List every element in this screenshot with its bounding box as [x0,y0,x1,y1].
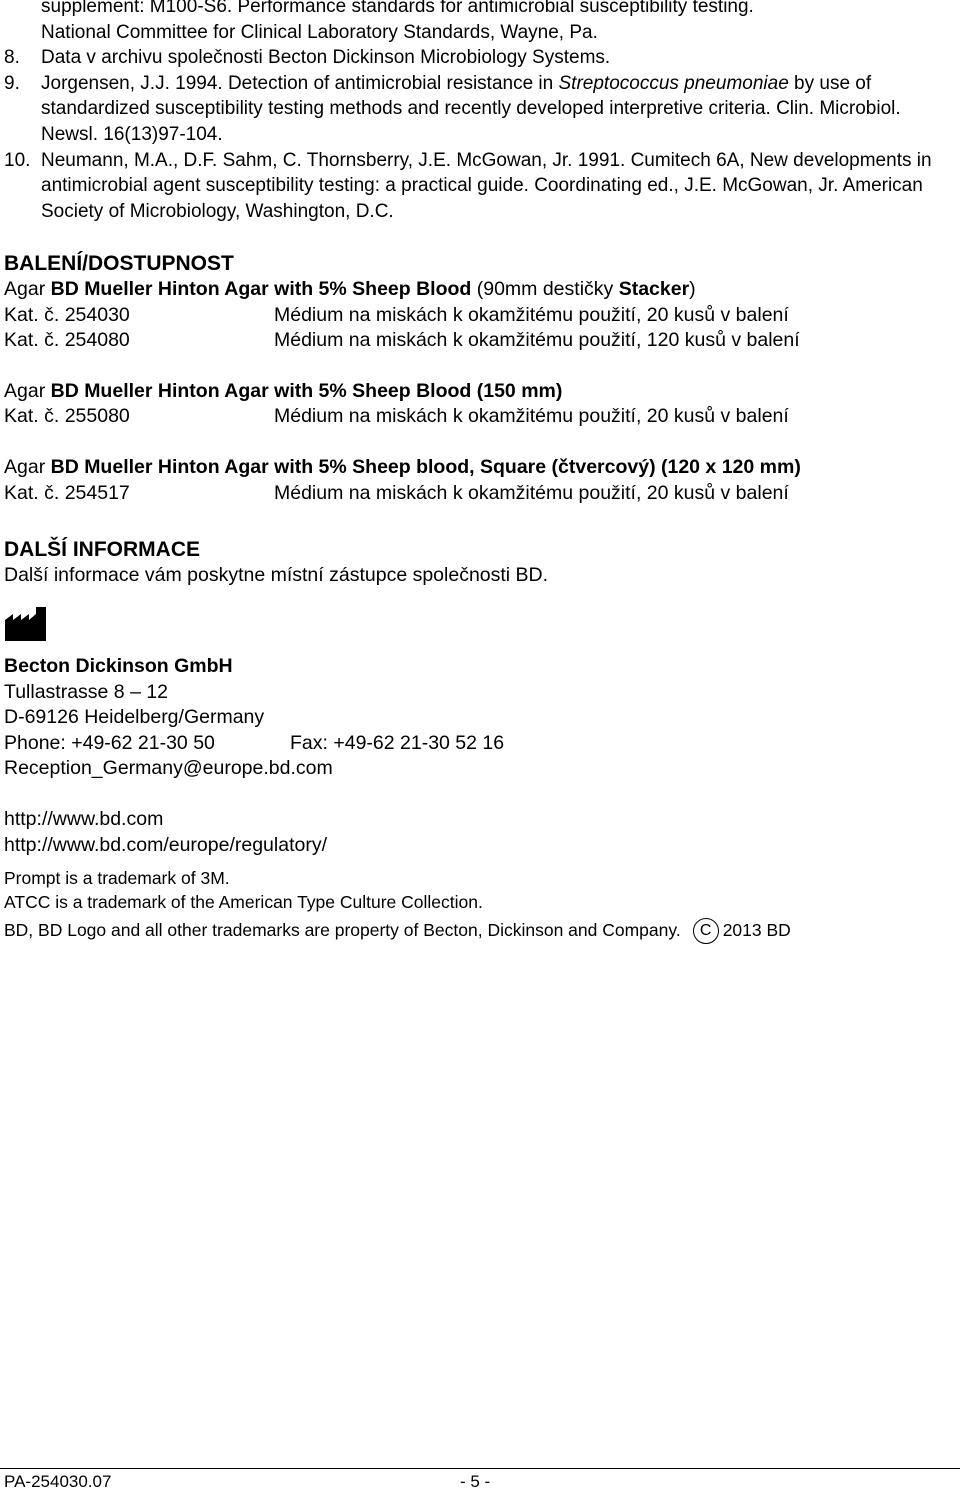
catalog-description: Médium na miskách k okamžitému použití, 120 kusů v balení [274,329,800,352]
ref8-number: 8. [4,47,20,69]
page-footer [0,1468,960,1491]
phone-number: Phone: +49-62 21-30 50 [4,731,215,754]
trademark-atcc: ATCC is a trademark of the American Type Culture Collection. [4,892,483,912]
ref10-number: 10. [4,149,31,171]
packaging-heading: BALENÍ/DOSTUPNOST [4,252,234,275]
reference-10 [4,148,954,225]
p3-product-name: BD Mueller Hinton Agar with 5% Sheep blood, Square (čtvercový) (120 x 120 mm) [50,455,801,478]
p2-pre: Agar [4,379,51,402]
manufacturer-name: Becton Dickinson GmbH [4,655,233,677]
ref9-species: Streptococcus pneumoniae [558,72,789,94]
product-1-row-1 [4,303,954,329]
catalog-number: Kat. č. 254030 [4,303,130,326]
catalog-description: Médium na miskách k okamžitému použití, 20 kusů v balení [274,405,789,428]
info-heading: DALŠÍ INFORMACE [4,538,200,561]
reference-8 [4,45,954,71]
copyright-icon: C [693,918,719,944]
trademark-bd [4,918,954,944]
p1-product-name: BD Mueller Hinton Agar with 5% Sheep Blood [50,278,472,300]
ref7-line1: supplement: M100-S6. Performance standards for antimicrobial susceptibility testing. [41,0,754,17]
product-3-title [4,455,954,481]
factory-icon [4,606,48,642]
manufacturer-contacts [4,731,954,757]
website-link[interactable]: http://www.bd.com [4,807,164,830]
p3-pre: Agar [4,455,51,478]
ref8-text: Data v archivu společnosti Becton Dickinson Microbiology Systems. [41,47,611,69]
ref9-text-b: by use of standardized susceptibility testing methods and recently developed interpretive criteria. Clin. Microbiol. Newsl. 16(13)97-104. [41,72,901,145]
product-2-title [4,379,954,405]
ref7-line2: National Committee for Clinical Laboratory Standards, Wayne, Pa. [41,21,598,43]
info-section [4,537,954,589]
p2-product-name: BD Mueller Hinton Agar with 5% Sheep Blood (150 mm) [50,379,563,402]
ref9-text-a: Jorgensen, J.J. 1994. Detection of antimicrobial resistance in [41,72,559,94]
product-1-title [4,277,954,303]
product-2-row [4,404,954,430]
p1-pre: Agar [4,278,51,300]
packaging-section [4,251,954,506]
document-code: PA-254030.07 [4,1472,112,1491]
catalog-description: Médium na miskách k okamžitému použití, 20 kusů v balení [274,481,789,504]
product-3-row [4,481,954,507]
manufacturer-section [4,606,954,858]
info-text: Další informace vám poskytne místní zástupce společnosti BD. [4,564,549,586]
manufacturer-street: Tullastrasse 8 – 12 [4,680,169,703]
trademark-prompt: Prompt is a trademark of 3M. [4,868,230,888]
product-1-row-2 [4,328,954,354]
p1-mid: (90mm destičky [471,278,619,300]
trademark-bd-text: BD, BD Logo and all other trademarks are property of Becton, Dickinson and Company. [4,920,681,940]
ref9-number: 9. [4,72,20,94]
reference-9 [4,71,954,148]
fax-number: Fax: +49-62 21-30 52 16 [290,731,505,754]
catalog-description: Médium na miskách k okamžitému použití, 20 kusů v balení [274,303,789,326]
email-link[interactable]: Reception_Germany@europe.bd.com [4,757,333,780]
page-number: - 5 - [460,1472,491,1491]
p1-end: ) [689,278,696,300]
trademarks-section [4,866,954,944]
references-list [4,0,954,224]
ref10-text: Neumann, M.A., D.F. Sahm, C. Thornsberry, J.E. McGowan, Jr. 1991. Cumitech 6A, New developments in antimicrobial agent susceptibility testing: a practical guide. Coordinating ed., J.E. McGowan, Jr. American Society of Microbiology, Washington, D.C. [41,149,932,222]
regulatory-link[interactable]: http://www.bd.com/europe/regulatory/ [4,833,327,856]
catalog-number: Kat. č. 255080 [4,405,130,428]
p1-stacker: Stacker [618,278,690,300]
reference-7-continuation [4,0,954,45]
catalog-number: Kat. č. 254517 [4,481,130,504]
catalog-number: Kat. č. 254080 [4,329,130,352]
copyright-text: 2013 BD [722,920,791,940]
manufacturer-city: D-69126 Heidelberg/Germany [4,706,265,729]
